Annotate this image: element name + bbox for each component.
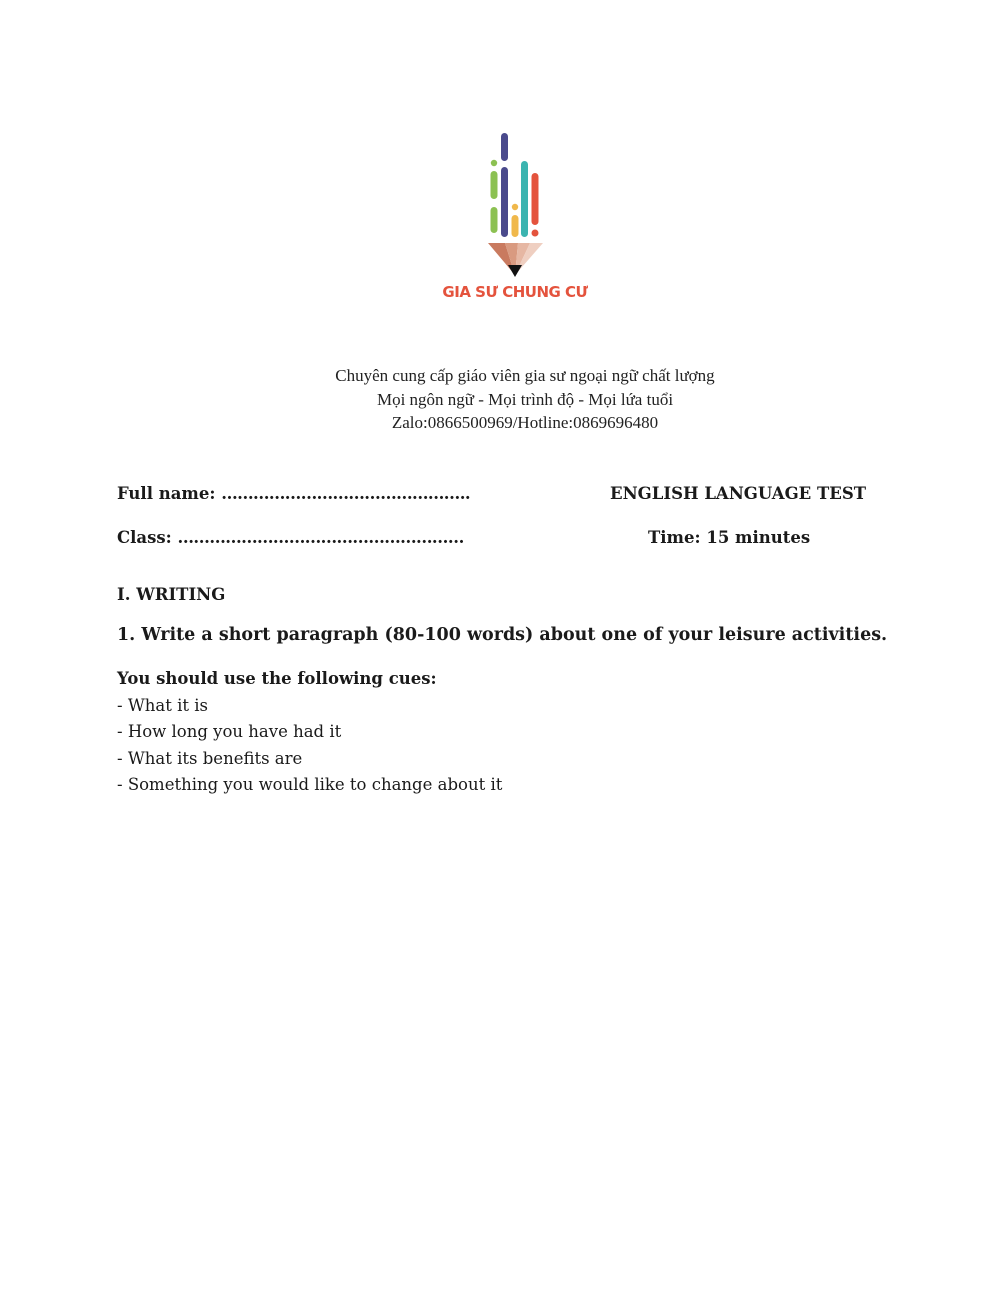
class-field[interactable] — [117, 528, 464, 547]
time-limit: Time: 15 minutes — [648, 528, 811, 547]
cues-block — [117, 666, 502, 799]
test-title: ENGLISH LANGUAGE TEST — [610, 484, 867, 503]
brand-name: GIA SƯ CHUNG CƯ — [442, 283, 588, 301]
full-name-blank[interactable]: ……………………………………….. — [221, 484, 470, 503]
header-info — [220, 364, 830, 435]
subtagline: Mọi ngôn ngữ - Mọi trình độ - Mọi lứa tuổi — [376, 389, 674, 409]
cue-item: - What its benefits are — [117, 748, 303, 768]
full-name-field[interactable] — [117, 484, 470, 503]
class-label: Class: — [117, 528, 178, 547]
cue-item: - What it is — [117, 695, 209, 715]
contact-line: Zalo:0866500969/Hotline:0869696480 — [391, 413, 659, 432]
full-name-label: Full name: — [117, 484, 222, 503]
tagline: Chuyên cung cấp giáo viên gia sư ngoại ngữ chất lượng — [335, 366, 715, 385]
task-prompt: 1. Write a short paragraph (80-100 words) about one of your leisure activities. — [117, 625, 888, 645]
brand-logo — [420, 125, 610, 315]
cue-item: - How long you have had it — [117, 722, 342, 741]
cues-heading: You should use the following cues: — [117, 669, 437, 688]
section-title: I. WRITING — [117, 585, 226, 604]
pencil-logo-icon — [420, 125, 610, 285]
class-blank[interactable]: ……………………………………………… — [177, 528, 464, 547]
cue-item: - Something you would like to change about it — [117, 775, 503, 794]
